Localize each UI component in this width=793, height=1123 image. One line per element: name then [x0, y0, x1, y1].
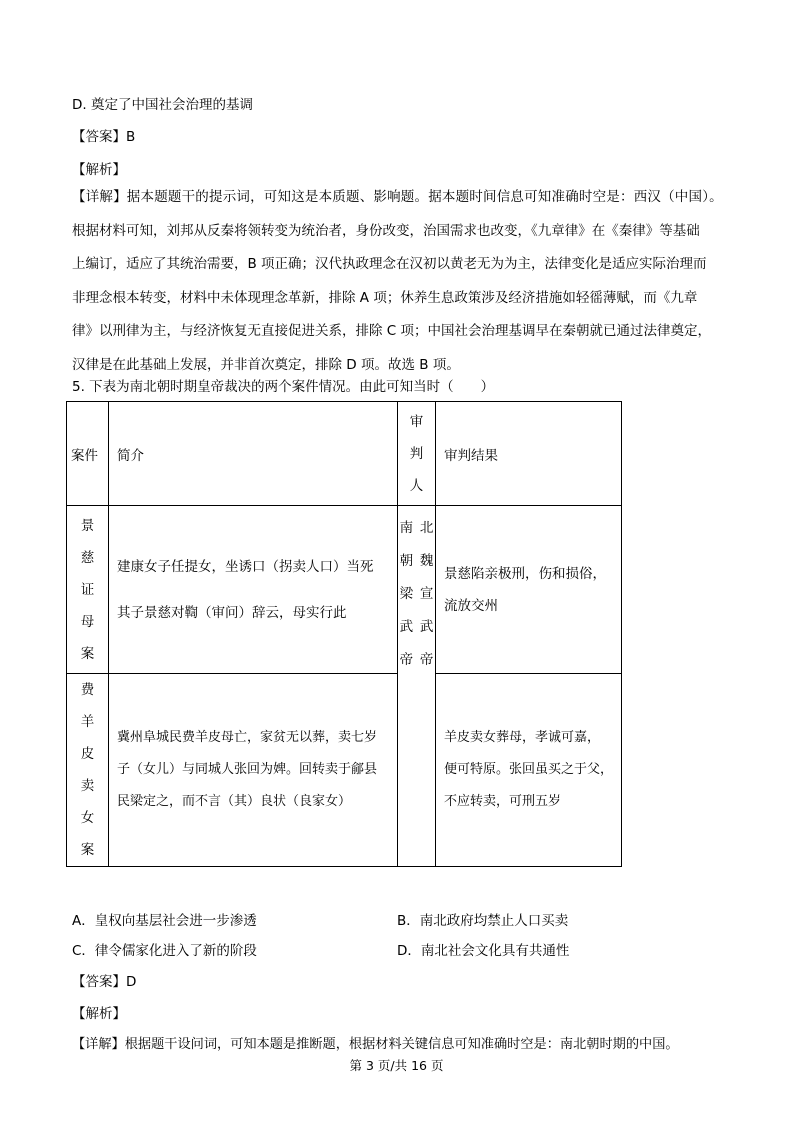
- q5-stem: 5. 下表为南北朝时期皇帝裁决的两个案件情况。由此可知当时（ ）: [72, 379, 495, 395]
- case-summary-line: 子（女儿）与同城人张回为婢。回转卖于鄃县: [117, 762, 378, 777]
- case-result-line: 流放交州: [444, 597, 498, 614]
- case-result-cell: [436, 506, 622, 674]
- case-summary-line: 民梁定之，而不言（其）良状（良家女）: [117, 794, 352, 809]
- header-judge: 审判人: [409, 413, 424, 494]
- q5-option-b: B．南北政府均禁止人口买卖: [397, 913, 569, 929]
- q4-detail-line: 【详解】据本题题干的提示词，可知这是本质题、影响题。据本题时间信息可知准确时空是：西汉（中国）。: [72, 189, 723, 205]
- table-header-row: [67, 402, 622, 506]
- judge-name: 南朝梁武帝: [399, 520, 414, 668]
- case-name: 景慈证母案: [80, 517, 95, 662]
- case-name: 费羊皮卖女案: [80, 682, 95, 858]
- q4-option-d: D. 奠定了中国社会治理的基调: [72, 97, 253, 113]
- judge-name: 北魏宣武帝: [419, 520, 434, 668]
- page-footer: 第 3 页/共 16 页: [349, 1058, 444, 1073]
- case-result-line: 景慈陷亲极刑，伤和损俗，: [444, 565, 606, 582]
- judge-cell: [398, 506, 436, 867]
- header-judge-cell: [398, 402, 436, 506]
- case-summary-line: 其子景慈对鞫（审问）辞云，母实行此: [117, 604, 347, 621]
- case-table: [66, 401, 622, 867]
- q4-analysis-label: 【解析】: [72, 162, 126, 178]
- case-name-cell: [67, 506, 109, 674]
- case-result-line: 便可特原。张回虽买之于父，: [444, 762, 614, 777]
- table-row: [67, 506, 622, 674]
- case-result-cell: [436, 674, 622, 867]
- case-result-line: 羊皮卖女葬母，孝诚可嘉，: [444, 730, 601, 745]
- q4-detail-paragraph: [72, 181, 722, 382]
- q4-detail-line: 律》以刑律为主，与经济恢复无直接促进关系，排除 C 项；中国社会治理基调早在秦朝就已通过法律奠定，: [72, 323, 712, 339]
- case-name-cell: [67, 674, 109, 867]
- case-summary-line: 建康女子任提女，坐诱口（拐卖人口）当死: [117, 558, 374, 575]
- q4-detail-line: 非理念根本转变，材料中未体现理念革新，排除 A 项；休养生息政策涉及经济措施如轻徭薄赋，而《九章: [72, 289, 698, 306]
- header-result: 审判结果: [436, 402, 622, 506]
- q5-option-c: C．律令儒家化进入了新的阶段: [72, 943, 257, 959]
- case-summary-cell: [109, 506, 398, 674]
- header-case: 案件: [67, 402, 109, 506]
- q5-option-d: D．南北社会文化具有共通性: [397, 943, 570, 959]
- q5-analysis-label: 【解析】: [72, 1006, 126, 1022]
- q4-detail-line: 根据材料可知，刘邦从反秦将领转变为统治者，身份改变，治国需求也改变，《九章律》在《秦律》等基础: [72, 222, 700, 239]
- case-summary-cell: [109, 674, 398, 867]
- header-summary: 简介: [109, 402, 398, 506]
- q5-option-a: A．皇权向基层社会进一步渗透: [72, 913, 257, 929]
- q4-answer: 【答案】B: [72, 129, 136, 145]
- q4-detail-line: 上编订，适应了其统治需要，B 项正确；汉代执政理念在汉初以黄老无为为主，法律变化是适应实际治理而: [72, 256, 707, 272]
- q5-detail-first-line: 【详解】根据题干设问词，可知本题是推断题，根据材料关键信息可知准确时空是：南北朝时期的中国。: [72, 1037, 679, 1052]
- case-summary-line: 冀州阜城民费羊皮母亡，家贫无以葬，卖七岁: [117, 730, 378, 745]
- q5-answer: 【答案】D: [72, 974, 137, 990]
- q4-detail-line: 汉律是在此基础上发展，并非首次奠定，排除 D 项。故选 B 项。: [72, 356, 460, 373]
- table-row: [67, 674, 622, 867]
- case-result-line: 不应转卖，可刑五岁: [444, 794, 562, 809]
